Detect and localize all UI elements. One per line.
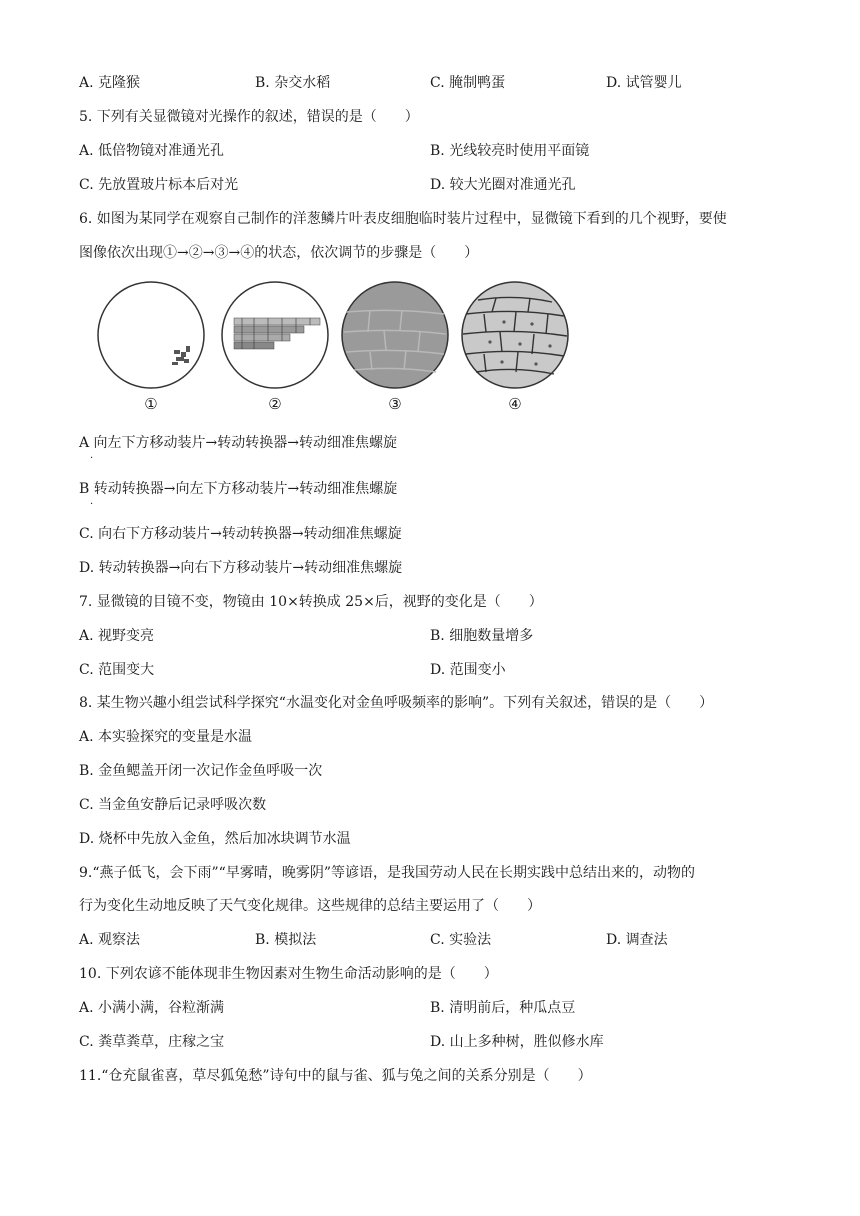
q7-option-b: B. 细胞数量增多 [430,628,534,644]
field-2-image [220,280,330,390]
field-3-label: ③ [388,395,402,413]
field-3-image [340,280,450,390]
microscope-fields-figure [90,280,570,420]
field-2-label: ② [268,395,282,413]
q6-option-c: C. 向右下方移动装片→转动转换器→转动细准焦螺旋 [79,526,402,542]
q10-option-c: C. 粪草粪草，庄稼之宝 [79,1034,225,1050]
q6-stem-line1: 6. 如图为某同学在观察自己制作的洋葱鳞片叶表皮细胞临时装片过程中，显微镜下看到的几个视野，要使 [79,211,727,227]
q9-option-c: C. 实验法 [430,932,492,948]
q5-option-c: C. 先放置玻片标本后对光 [79,177,239,193]
q5-option-b: B. 光线较亮时使用平面镜 [430,143,590,159]
field-4-image [460,280,570,390]
q10-option-b: B. 清明前后，种瓜点豆 [430,1000,576,1016]
q6-option-a: A 向左下方移动装片→转动转换器→转动细准焦螺旋 [79,435,398,451]
q9-option-a: A. 观察法 [79,932,141,948]
q7-stem: 7. 显微镜的目镜不变，物镜由 10×转换成 25×后，视野的变化是（ ） [79,594,543,610]
q6-option-d: D. 转动转换器→向右下方移动装片→转动细准焦螺旋 [79,560,403,576]
field-1-label: ① [144,395,158,413]
q6-option-a-dot: · [90,453,94,464]
q8-option-b: B. 金鱼鳃盖开闭一次记作金鱼呼吸一次 [79,763,323,779]
q8-option-a: A. 本实验探究的变量是水温 [79,729,253,745]
q5-option-d: D. 较大光圈对准通光孔 [430,177,576,193]
q4-option-a: A. 克隆猴 [79,75,141,91]
q9-option-d: D. 调查法 [606,932,668,948]
q4-option-b: B. 杂交水稻 [255,75,331,91]
q11-stem: 11.“仓充鼠雀喜，草尽狐兔愁”诗句中的鼠与雀、狐与兔之间的关系分别是（ ） [79,1068,592,1084]
q5-stem: 5. 下列有关显微镜对光操作的叙述，错误的是（ ） [79,109,419,125]
q4-option-d: D. 试管婴儿 [606,75,682,91]
q9-stem-line2: 行为变化生动地反映了天气变化规律。这些规律的总结主要运用了（ ） [79,898,541,914]
q7-option-c: C. 范围变大 [79,662,155,678]
q10-option-a: A. 小满小满，谷粒渐满 [79,1000,225,1016]
q9-stem-line1: 9.“燕子低飞，会下雨”“早雾晴，晚雾阴”等谚语，是我国劳动人民在长期实践中总结出来的，动物的 [79,865,695,881]
q8-stem: 8. 某生物兴趣小组尝试科学探究“水温变化对金鱼呼吸频率的影响”。下列有关叙述，错误的是（ ） [79,695,714,711]
q9-option-b: B. 模拟法 [255,932,317,948]
field-1-image [96,280,206,390]
q4-option-c: C. 腌制鸭蛋 [430,75,506,91]
q10-option-d: D. 山上多种树，胜似修水库 [430,1034,604,1050]
q7-option-d: D. 范围变小 [430,662,506,678]
q10-stem: 10. 下列农谚不能体现非生物因素对生物生命活动影响的是（ ） [79,966,498,982]
q7-option-a: A. 视野变亮 [79,628,155,644]
q8-option-c: C. 当金鱼安静后记录呼吸次数 [79,797,267,813]
field-4-label: ④ [508,395,522,413]
q6-option-b-dot: · [90,499,94,510]
q6-option-b: B 转动转换器→向左下方移动装片→转动细准焦螺旋 [79,481,398,497]
q5-option-a: A. 低倍物镜对准通光孔 [79,143,225,159]
q8-option-d: D. 烧杯中先放入金鱼，然后加冰块调节水温 [79,831,351,847]
q6-stem-line2: 图像依次出现①→②→③→④的状态，依次调节的步骤是（ ） [79,245,479,261]
